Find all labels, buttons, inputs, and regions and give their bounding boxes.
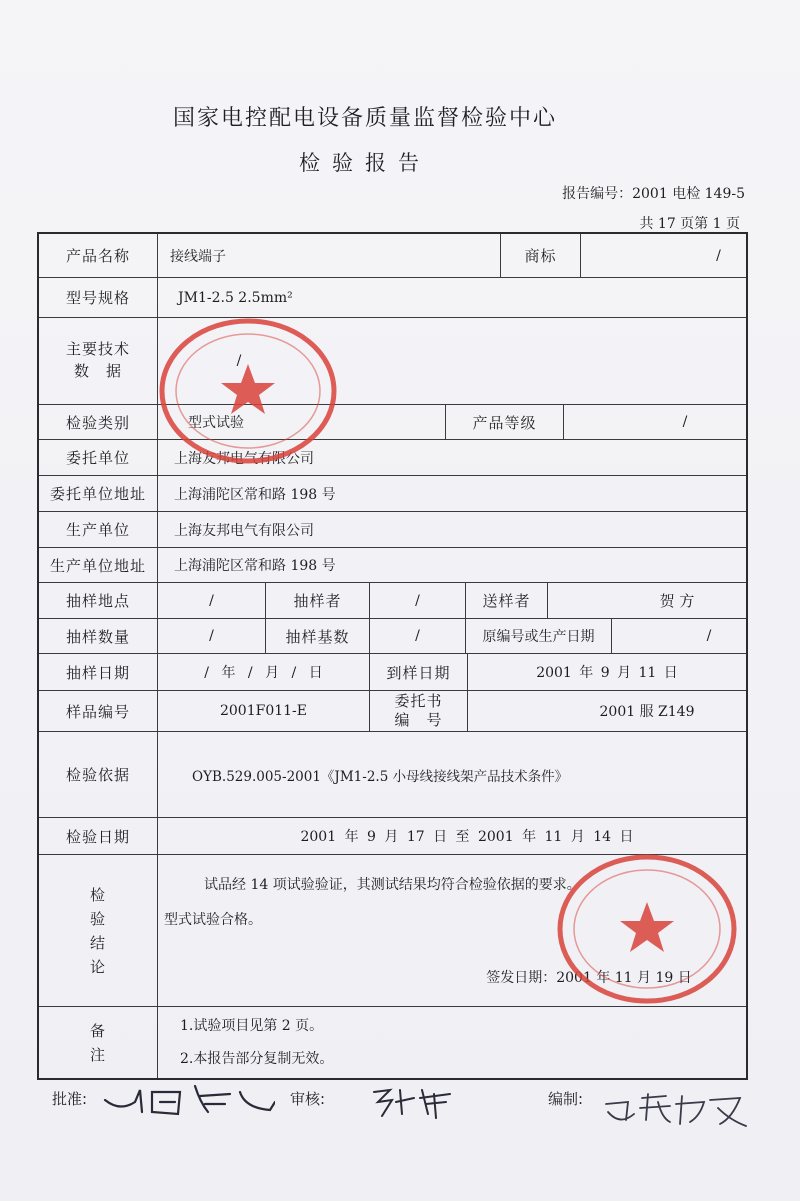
report-number: 报告编号：2001 电检 149-5 [562, 186, 745, 202]
sampling-date-value: / 年 / 月 / 日 [204, 665, 323, 681]
sample-quantity-value: / [209, 628, 214, 644]
sample-no-value: 2001F011-E [219, 703, 307, 719]
basis-label: 检验依据 [65, 766, 130, 784]
basis-value: OYB.529.005-2001《JM1-2.5 小母线接线架产品技术条件》 [192, 768, 569, 785]
sampler-value: / [415, 592, 420, 609]
approver-signature [100, 1082, 275, 1122]
manufacturer-address-label: 生产单位地址 [49, 556, 146, 575]
remark-line1: 1.试验项目见第 2 页。 [180, 1018, 324, 1034]
arrival-date-value: 2001 年 9 月 11 日 [536, 665, 678, 681]
client-label: 委托单位 [65, 449, 130, 467]
sample-no-label: 样品编号 [65, 702, 130, 721]
sampling-place-label: 抽样地点 [65, 592, 130, 610]
test-date-label: 检验日期 [65, 827, 130, 846]
reviewer-signature [370, 1084, 460, 1120]
main-tech-label-line2: 数 据 [73, 362, 122, 380]
page-info: 共 17 页第 1 页 [639, 216, 740, 232]
conclusion-label-char1: 检 [89, 885, 106, 904]
remark-line2: 2.本报告部分复制无效。 [180, 1051, 334, 1067]
remarks-label [39, 1007, 157, 1078]
trademark-value: / [716, 247, 721, 264]
model-label: 型号规格 [65, 289, 130, 307]
test-category-value: 型式试验 [188, 415, 244, 431]
report-title: 检验报告 [299, 151, 431, 175]
product-name-label: 产品名称 [65, 247, 130, 265]
official-seal-stamp-bottom [556, 852, 738, 1007]
manufacturer-label: 生产单位 [65, 521, 130, 539]
review-label: 审核: [290, 1090, 326, 1108]
client-value: 上海友邦电气有限公司 [174, 450, 314, 467]
conclusion-line1: 试品经 14 项试验验证，其测试结果均符合检验依据的要求。 [204, 877, 581, 893]
main-tech-label [39, 318, 157, 404]
sample-base-value: / [415, 628, 420, 644]
model-value: JM1-2.5 2.5mm² [178, 289, 293, 306]
official-seal-stamp-top [158, 316, 338, 466]
conclusion-line2: 型式试验合格。 [164, 912, 262, 928]
commission-no-label [370, 691, 467, 731]
sender-value: 贺 方 [659, 592, 695, 610]
original-no-value: / [706, 628, 712, 644]
product-grade-label: 产品等级 [472, 413, 537, 432]
test-category-label: 检验类别 [65, 413, 130, 432]
sample-quantity-label: 抽样数量 [65, 627, 130, 646]
conclusion-label-char3: 结 [89, 933, 106, 952]
conclusion-label-char2: 验 [89, 909, 106, 928]
sender-label: 送样者 [482, 592, 531, 610]
client-address-value: 上海浦陀区常和路 198 号 [174, 486, 336, 503]
org-title: 国家电控配电设备质量监督检验中心 [172, 106, 557, 131]
sampling-place-value: / [209, 592, 214, 609]
original-no-label: 原编号或生产日期 [482, 629, 595, 645]
issue-date: 签发日期：2001 年 11 月 19 日 [486, 970, 692, 986]
arrival-date-label: 到样日期 [386, 663, 451, 682]
manufacturer-value: 上海友邦电气有限公司 [174, 522, 314, 539]
remarks-label-char1: 备 [89, 1021, 106, 1040]
commission-no-label-line1: 委托书 [394, 692, 443, 711]
remarks-label-char2: 注 [89, 1045, 106, 1064]
test-date-value: 2001 年 9 月 17 日 至 2001 年 11 月 14 日 [300, 829, 634, 845]
commission-no-value: 2001 服 Z149 [599, 704, 695, 720]
conclusion-label [39, 855, 157, 1006]
sampler-label: 抽样者 [293, 592, 342, 610]
approve-label: 批准: [52, 1090, 88, 1108]
sampling-date-label: 抽样日期 [65, 663, 130, 682]
compile-label: 编制: [548, 1090, 584, 1108]
conclusion-label-char4: 论 [89, 957, 106, 976]
trademark-label: 商标 [524, 247, 557, 265]
commission-no-label-line2: 编 号 [394, 711, 443, 729]
main-tech-label-line1: 主要技术 [65, 340, 130, 359]
manufacturer-address-value: 上海浦陀区常和路 198 号 [174, 558, 336, 574]
client-address-label: 委托单位地址 [49, 485, 146, 503]
product-grade-value: / [682, 414, 688, 430]
main-tech-value: / [236, 353, 242, 369]
sample-base-label: 抽样基数 [285, 627, 350, 646]
product-name-value: 接线端子 [170, 248, 226, 265]
compiler-signature [600, 1090, 750, 1130]
